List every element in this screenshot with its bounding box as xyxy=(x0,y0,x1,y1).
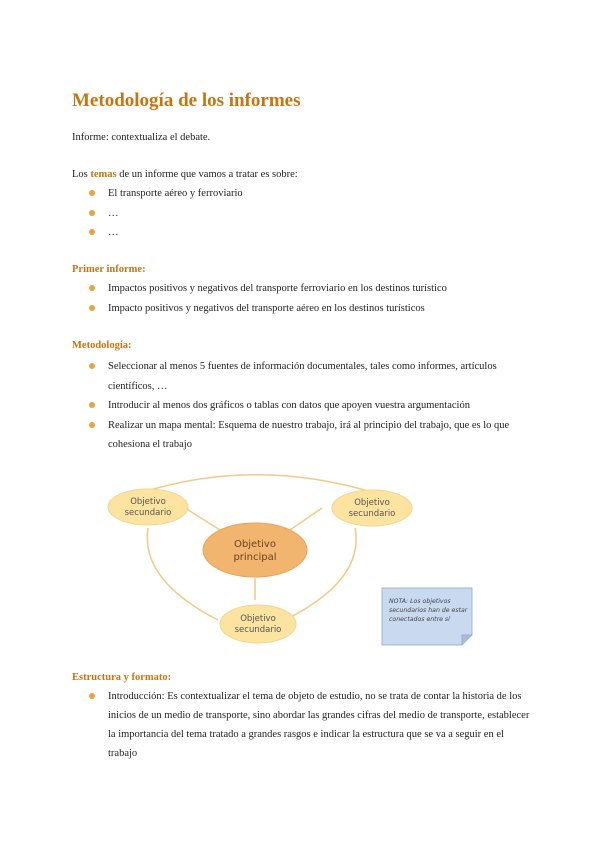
bottom-line-1: Objetivo xyxy=(240,614,276,624)
list-item: … xyxy=(72,223,532,243)
secondary-objective-right xyxy=(332,490,412,526)
metodologia-heading: Metodología: xyxy=(72,340,132,351)
temas-prefix: Los xyxy=(72,169,91,180)
left-line-2: secundario xyxy=(124,508,172,518)
list-item: … xyxy=(72,204,532,224)
list-item: Impactos positivos y negativos del transporte ferroviario en los destinos turístico xyxy=(72,279,532,299)
primer-informe-heading: Primer informe: xyxy=(72,264,146,275)
secondary-objective-left xyxy=(108,489,188,525)
temas-intro xyxy=(72,168,298,182)
page-title: Metodología de los informes xyxy=(72,90,301,111)
list-item: Impacto positivos y negativos del transporte aéreo en los destinos turísticos xyxy=(72,299,532,319)
main-objective xyxy=(203,523,307,577)
secondary-objective-bottom xyxy=(220,605,296,643)
list-item: Realizar un mapa mental: Esquema de nuestro trabajo, irá al principio del trabajo, que es lo que cohesiona el trabajo xyxy=(72,416,532,455)
list-item: Introducción: Es contextualizar el tema de objeto de estudio, no se trata de contar la historia de los inicios de un medio de transporte, sino abordar las grandes cifras del medio de transporte, establecer la importancia del tema tratado a grandes rasgos e indicar la estructura que se va a seguir en el trabajo xyxy=(72,687,532,763)
mind-map-diagram xyxy=(100,470,520,660)
list-item: El transporte aéreo y ferroviario xyxy=(72,184,532,204)
right-line-2: secundario xyxy=(348,509,396,519)
primer-informe-list xyxy=(72,279,532,318)
connector-top xyxy=(150,475,375,493)
note-line-1: NOTA: Los objetivos xyxy=(389,598,451,605)
estructura-heading: Estructura y formato: xyxy=(72,672,172,683)
list-item: Introducir al menos dos gráficos o tablas con datos que apoyen vuestra argumentación xyxy=(72,396,532,416)
note-sticky xyxy=(382,588,472,645)
metodologia-list xyxy=(72,357,532,455)
left-line-1: Objetivo xyxy=(130,497,166,507)
note-line-3: conectados entre sí xyxy=(389,616,450,623)
temas-suffix: de un informe que vamos a tratar es sobre: xyxy=(116,169,298,180)
bottom-line-2: secundario xyxy=(234,625,282,635)
center-line-1: Objetivo xyxy=(234,539,276,550)
connector-center-left xyxy=(185,508,220,530)
temas-list xyxy=(72,184,532,243)
note-fold xyxy=(462,635,472,645)
note-line-2: secundarios han de estar xyxy=(389,607,468,614)
center-line-2: principal xyxy=(233,552,277,563)
right-line-1: Objetivo xyxy=(354,498,390,508)
list-item: Seleccionar al menos 5 fuentes de información documentales, tales como informes, artículos científicos, … xyxy=(72,357,532,396)
estructura-list xyxy=(72,687,532,763)
intro-text: Informe: contextualiza el debate. xyxy=(72,132,211,143)
temas-highlight: temas xyxy=(90,169,117,180)
connector-center-right xyxy=(290,508,322,530)
